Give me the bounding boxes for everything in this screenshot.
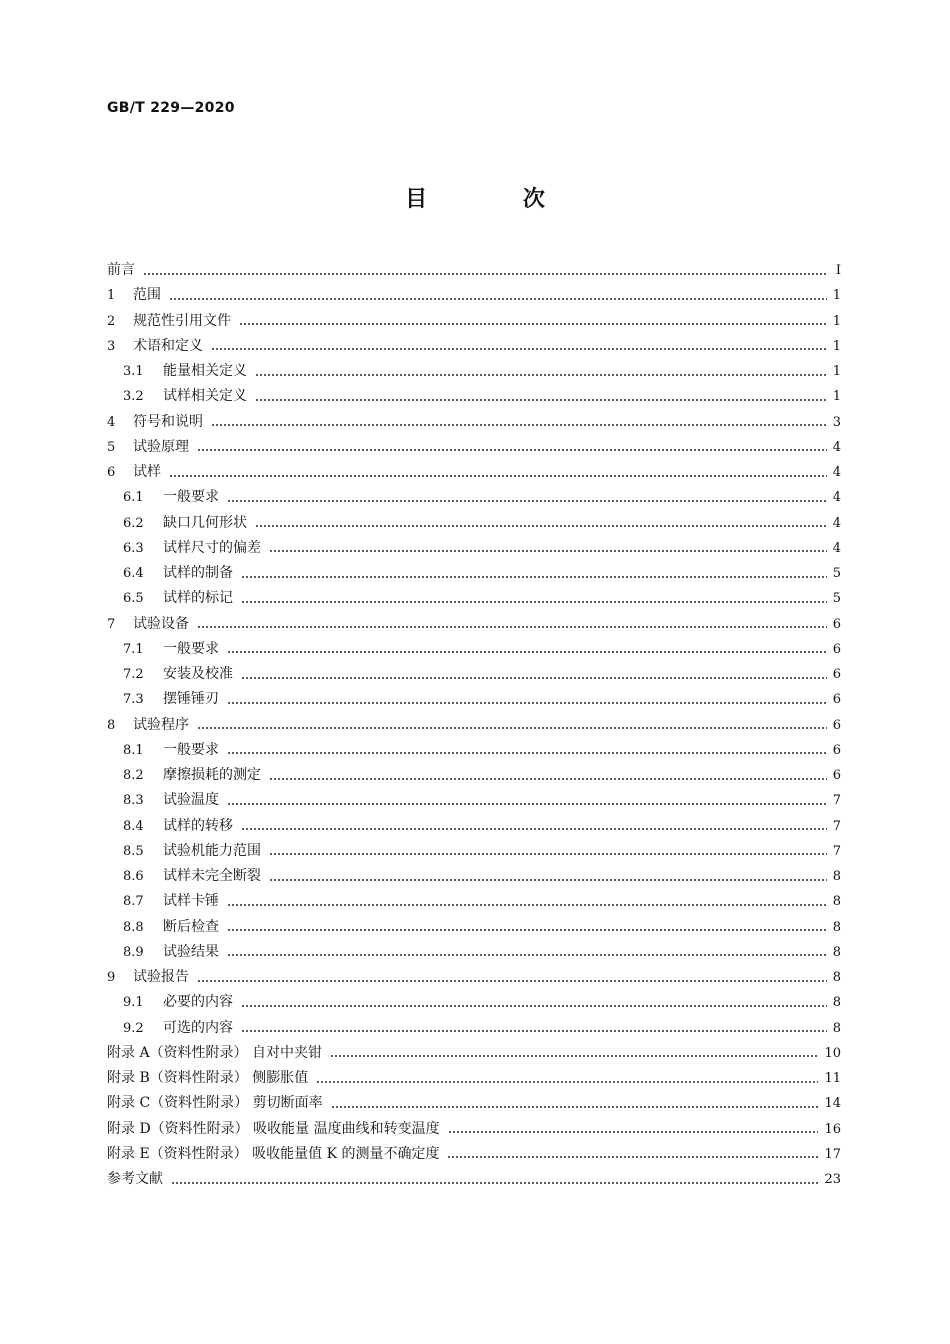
toc-entry[interactable] <box>107 561 841 586</box>
toc-entry-label: 规范性引用文件 <box>133 312 231 329</box>
toc-entry-page-number: 6 <box>832 768 841 784</box>
toc-entry-page-number: 6 <box>832 667 841 683</box>
toc-entry[interactable] <box>107 965 841 990</box>
toc-entry-page-number: 6 <box>832 641 841 657</box>
toc-entry[interactable] <box>107 309 841 334</box>
toc-entry[interactable] <box>107 889 841 914</box>
toc-dot-leader <box>269 853 827 855</box>
toc-entry-page-number: 5 <box>832 591 841 607</box>
toc-entry[interactable] <box>107 485 841 510</box>
toc-entry-number: 1 <box>107 288 116 304</box>
toc-entry-label: 试验设备 <box>133 615 189 632</box>
toc-entry-page-number: 17 <box>824 1146 841 1162</box>
toc-dot-leader <box>227 929 827 931</box>
toc-dot-leader <box>255 525 827 527</box>
toc-entry-page-number: 1 <box>832 338 841 354</box>
toc-entry-label: 前言 <box>107 262 135 279</box>
toc-entry-number: 7 <box>107 616 116 632</box>
toc-dot-leader <box>169 475 827 477</box>
toc-dot-leader <box>255 399 827 401</box>
toc-entry-page-number: 8 <box>832 995 841 1011</box>
toc-entry[interactable] <box>107 536 841 561</box>
toc-dot-leader <box>239 323 827 325</box>
toc-entry-page-number: 14 <box>824 1096 841 1112</box>
toc-entry-label: 试样的标记 <box>163 590 233 607</box>
toc-entry-page-number: 6 <box>832 717 841 733</box>
toc-entry-label: 范围 <box>133 287 161 304</box>
toc-entry-page-number: 7 <box>832 843 841 859</box>
toc-entry-number: 4 <box>107 414 116 430</box>
toc-entry-number: 8.1 <box>123 742 144 758</box>
toc-entry[interactable] <box>107 713 841 738</box>
toc-entry-number: 9.2 <box>123 1020 144 1036</box>
toc-entry-label: 附录 B（资料性附录） 侧膨胀值 <box>107 1070 309 1087</box>
toc-entry[interactable] <box>107 1066 841 1091</box>
toc-entry[interactable] <box>107 637 841 662</box>
toc-entry-number: 6 <box>107 465 116 481</box>
toc-entry-page-number: 8 <box>832 1020 841 1036</box>
toc-entry-label: 缺口几何形状 <box>163 514 247 531</box>
toc-dot-leader <box>197 449 827 451</box>
toc-entry[interactable] <box>107 410 841 435</box>
toc-dot-leader <box>227 500 827 502</box>
toc-entry-number: 8.4 <box>123 818 144 834</box>
toc-entry-number: 7.2 <box>123 667 144 683</box>
toc-entry-number: 5 <box>107 439 116 455</box>
table-of-contents <box>107 258 841 1192</box>
toc-dot-leader <box>241 1005 827 1007</box>
toc-entry[interactable] <box>107 1041 841 1066</box>
toc-entry-label: 安装及校准 <box>163 666 233 683</box>
toc-entry-label: 符号和说明 <box>133 413 203 430</box>
toc-dot-leader <box>269 778 827 780</box>
toc-entry-number: 8.9 <box>123 944 144 960</box>
toc-dot-leader <box>316 1081 818 1083</box>
toc-entry-number: 9 <box>107 970 116 986</box>
toc-dot-leader <box>447 1156 818 1158</box>
toc-entry-label: 试验结果 <box>163 943 219 960</box>
toc-entry[interactable] <box>107 258 841 283</box>
toc-entry-number: 7.3 <box>123 692 144 708</box>
toc-entry[interactable] <box>107 814 841 839</box>
toc-entry[interactable] <box>107 511 841 536</box>
toc-entry-page-number: 4 <box>832 515 841 531</box>
toc-entry[interactable] <box>107 763 841 788</box>
toc-dot-leader <box>241 828 827 830</box>
toc-entry[interactable] <box>107 940 841 965</box>
toc-entry-number: 2 <box>107 313 116 329</box>
toc-entry-label: 试样相关定义 <box>163 388 247 405</box>
toc-entry-label: 附录 D（资料性附录） 吸收能量 温度曲线和转变温度 <box>107 1120 440 1137</box>
toc-entry-page-number: 8 <box>832 944 841 960</box>
toc-dot-leader <box>241 601 827 603</box>
toc-dot-leader <box>269 550 827 552</box>
toc-entry[interactable] <box>107 435 841 460</box>
toc-entry-number: 6.3 <box>123 540 144 556</box>
toc-entry-page-number: 11 <box>824 1071 841 1087</box>
toc-entry-label: 试样的转移 <box>163 817 233 834</box>
toc-entry-label: 试验机能力范围 <box>163 842 261 859</box>
toc-entry-number: 3 <box>107 338 116 354</box>
toc-entry-page-number: 1 <box>832 389 841 405</box>
toc-entry-label: 附录 A（资料性附录） 自对中夹钳 <box>107 1044 323 1061</box>
toc-dot-leader <box>227 752 827 754</box>
toc-entry-page-number: 5 <box>832 566 841 582</box>
toc-entry-label: 试样尺寸的偏差 <box>163 539 261 556</box>
toc-dot-leader <box>227 954 827 956</box>
toc-entry-number: 8.3 <box>123 793 144 809</box>
toc-entry[interactable] <box>107 1016 841 1041</box>
toc-entry-number: 8.8 <box>123 919 144 935</box>
toc-dot-leader <box>448 1131 819 1133</box>
toc-dot-leader <box>197 626 827 628</box>
toc-dot-leader <box>211 348 827 350</box>
toc-dot-leader <box>227 702 827 704</box>
toc-dot-leader <box>241 1030 827 1032</box>
toc-entry[interactable] <box>107 839 841 864</box>
toc-entry-number: 6.4 <box>123 566 144 582</box>
toc-dot-leader <box>143 273 827 275</box>
toc-entry-label: 能量相关定义 <box>163 363 247 380</box>
toc-dot-leader <box>211 424 827 426</box>
toc-dot-leader <box>269 879 827 881</box>
toc-entry[interactable] <box>107 864 841 889</box>
toc-entry[interactable] <box>107 990 841 1015</box>
toc-entry-label: 参考文献 <box>107 1171 163 1188</box>
toc-entry-page-number: 7 <box>832 793 841 809</box>
toc-entry-label: 试样卡锤 <box>163 893 219 910</box>
toc-entry[interactable] <box>107 460 841 485</box>
toc-entry-page-number: 16 <box>824 1121 841 1137</box>
toc-entry-page-number: 4 <box>832 540 841 556</box>
toc-entry-page-number: 6 <box>832 742 841 758</box>
toc-dot-leader <box>255 374 827 376</box>
toc-entry-number: 8 <box>107 717 116 733</box>
toc-dot-leader <box>241 576 827 578</box>
toc-entry-label: 试验报告 <box>133 969 189 986</box>
page-title: 目 次 <box>405 187 589 212</box>
toc-dot-leader <box>330 1055 818 1057</box>
toc-entry-label: 摩擦损耗的测定 <box>163 767 261 784</box>
toc-entry-page-number: 1 <box>832 313 841 329</box>
toc-entry-label: 摆锤锤刃 <box>163 691 219 708</box>
toc-entry-label: 试样未完全断裂 <box>163 868 261 885</box>
toc-entry-page-number: 1 <box>832 364 841 380</box>
toc-entry-page-number: Ⅰ <box>835 263 841 279</box>
toc-dot-leader <box>227 803 827 805</box>
toc-entry-label: 一般要求 <box>163 640 219 657</box>
toc-entry-label: 一般要求 <box>163 489 219 506</box>
toc-entry[interactable] <box>107 334 841 359</box>
toc-entry-label: 断后检查 <box>163 918 219 935</box>
toc-entry-page-number: 4 <box>832 490 841 506</box>
toc-entry-number: 8.7 <box>123 894 144 910</box>
toc-entry[interactable] <box>107 915 841 940</box>
toc-entry[interactable] <box>107 1142 841 1167</box>
toc-entry[interactable] <box>107 662 841 687</box>
toc-entry-page-number: 8 <box>832 894 841 910</box>
toc-entry-page-number: 8 <box>832 919 841 935</box>
toc-entry-page-number: 4 <box>832 439 841 455</box>
toc-entry-number: 8.5 <box>123 843 144 859</box>
toc-entry-label: 术语和定义 <box>133 337 203 354</box>
toc-entry-number: 6.2 <box>123 515 144 531</box>
toc-dot-leader <box>241 677 827 679</box>
toc-entry-label: 可选的内容 <box>163 1019 233 1036</box>
toc-entry-label: 附录 E（资料性附录） 吸收能量值 K 的测量不确定度 <box>107 1145 440 1162</box>
toc-dot-leader <box>331 1106 819 1108</box>
toc-entry[interactable] <box>107 788 841 813</box>
toc-entry[interactable] <box>107 687 841 712</box>
toc-entry-page-number: 10 <box>824 1045 841 1061</box>
toc-entry[interactable] <box>107 283 841 308</box>
toc-entry-page-number: 7 <box>832 818 841 834</box>
toc-entry[interactable] <box>107 738 841 763</box>
toc-dot-leader <box>169 298 827 300</box>
toc-entry-page-number: 8 <box>832 869 841 885</box>
toc-entry-label: 试样的制备 <box>163 565 233 582</box>
toc-entry-number: 6.5 <box>123 591 144 607</box>
toc-entry[interactable] <box>107 612 841 637</box>
toc-entry-page-number: 3 <box>832 414 841 430</box>
toc-entry-label: 试验温度 <box>163 792 219 809</box>
toc-entry-page-number: 4 <box>832 465 841 481</box>
toc-entry[interactable] <box>107 1117 841 1142</box>
toc-entry-page-number: 6 <box>832 616 841 632</box>
toc-entry-label: 试验程序 <box>133 716 189 733</box>
toc-entry-page-number: 23 <box>824 1172 841 1188</box>
toc-entry-number: 6.1 <box>123 490 144 506</box>
toc-entry-label: 必要的内容 <box>163 994 233 1011</box>
toc-dot-leader <box>171 1182 818 1184</box>
toc-dot-leader <box>197 980 827 982</box>
toc-dot-leader <box>227 904 827 906</box>
toc-entry-label: 附录 C（资料性附录） 剪切断面率 <box>107 1095 323 1112</box>
toc-entry-number: 3.1 <box>123 364 144 380</box>
toc-entry-label: 试样 <box>133 464 161 481</box>
toc-entry[interactable] <box>107 384 841 409</box>
toc-entry-page-number: 8 <box>832 970 841 986</box>
toc-entry[interactable] <box>107 1167 841 1192</box>
toc-entry-number: 3.2 <box>123 389 144 405</box>
toc-entry-number: 9.1 <box>123 995 144 1011</box>
toc-entry-label: 试验原理 <box>133 438 189 455</box>
toc-dot-leader <box>227 651 827 653</box>
toc-entry-page-number: 6 <box>832 692 841 708</box>
toc-dot-leader <box>197 727 827 729</box>
toc-entry[interactable] <box>107 1091 841 1116</box>
toc-entry-label: 一般要求 <box>163 741 219 758</box>
toc-entry[interactable] <box>107 359 841 384</box>
toc-entry-number: 7.1 <box>123 641 144 657</box>
toc-entry-number: 8.2 <box>123 768 144 784</box>
standard-code: GB/T 229—2020 <box>107 100 235 116</box>
toc-entry-number: 8.6 <box>123 869 144 885</box>
toc-entry-page-number: 1 <box>832 288 841 304</box>
toc-entry[interactable] <box>107 586 841 611</box>
